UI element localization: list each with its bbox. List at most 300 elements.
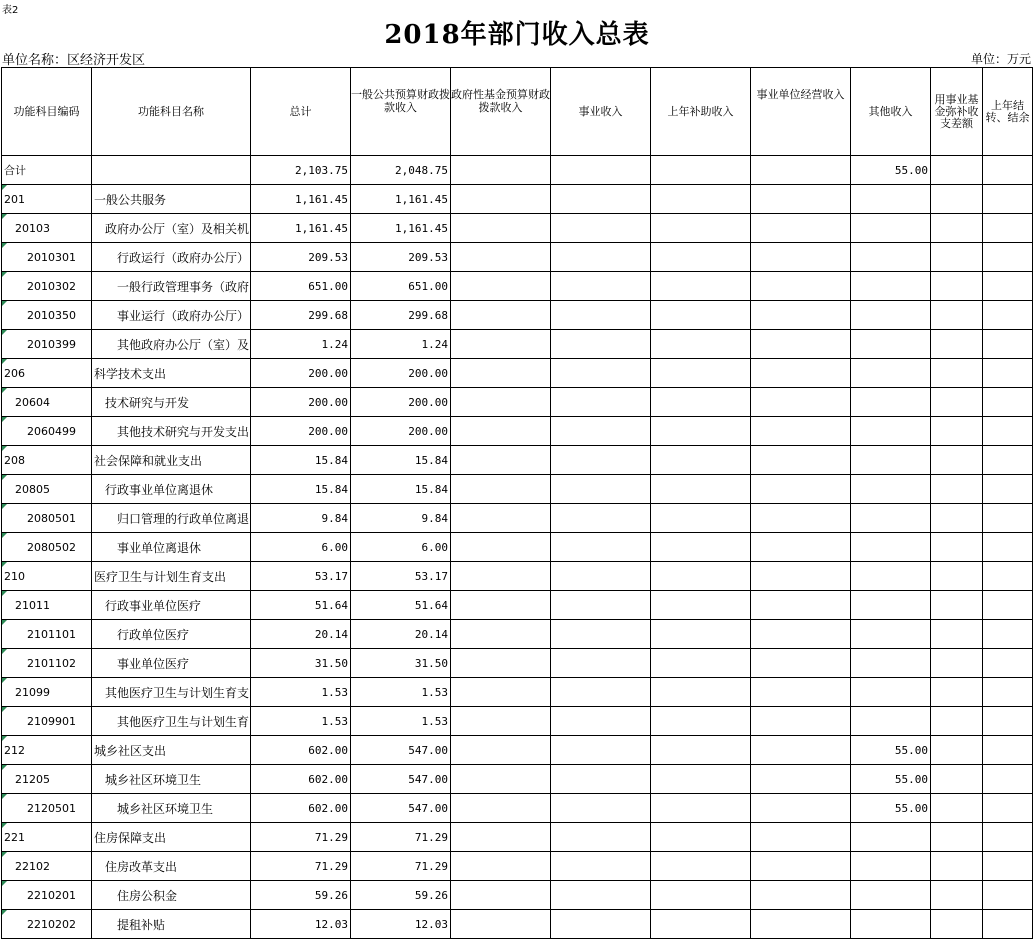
row-carryover	[983, 301, 1033, 330]
table-row	[2, 852, 1033, 881]
row-last-year-subsidy	[651, 156, 751, 185]
unit-label: 单位：万元	[970, 52, 1031, 66]
row-other-income	[851, 417, 931, 446]
row-general-budget-text: 6.00	[421, 540, 448, 554]
row-code	[2, 214, 92, 243]
table-row	[2, 475, 1033, 504]
row-total	[251, 388, 351, 417]
row-business-income	[551, 214, 651, 243]
row-carryover	[983, 185, 1033, 214]
row-code	[2, 765, 92, 794]
row-fund-budget	[451, 330, 551, 359]
row-general-budget-text: 200.00	[408, 424, 448, 438]
row-name	[92, 388, 251, 417]
row-carryover	[983, 852, 1033, 881]
row-general-budget-text: 547.00	[408, 772, 448, 786]
row-total-text: 2,103.75	[295, 163, 348, 177]
row-code-text: 20604	[15, 395, 50, 409]
row-fund-budget	[451, 765, 551, 794]
row-operating-income	[751, 620, 851, 649]
row-general-budget-text: 9.84	[421, 511, 448, 525]
row-general-budget-text: 12.03	[414, 917, 448, 931]
table-row	[2, 765, 1033, 794]
row-name-text: 提租补贴	[117, 917, 166, 932]
row-total-text: 200.00	[308, 366, 348, 380]
row-fund-balance	[931, 881, 983, 910]
row-other-income-text: 55.00	[894, 163, 928, 177]
row-name-text: 事业运行（政府办公厅）	[117, 308, 250, 323]
row-fund-balance	[931, 794, 983, 823]
row-general-budget	[351, 765, 451, 794]
row-fund-balance	[931, 185, 983, 214]
row-name-text: 住房保障支出	[94, 830, 167, 845]
row-general-budget	[351, 910, 451, 939]
row-total-text: 200.00	[308, 424, 348, 438]
row-general-budget-text: 71.29	[414, 859, 448, 873]
row-operating-income	[751, 823, 851, 852]
row-general-budget-text: 15.84	[414, 482, 448, 496]
row-code-text: 2010302	[27, 279, 76, 293]
row-operating-income	[751, 794, 851, 823]
row-fund-budget	[451, 852, 551, 881]
header-general-budget: 一般公共预算财政拨款收入	[351, 68, 451, 156]
row-fund-balance	[931, 707, 983, 736]
table-row	[2, 359, 1033, 388]
row-general-budget-text: 1.53	[421, 714, 448, 728]
row-fund-budget	[451, 562, 551, 591]
row-fund-budget	[451, 678, 551, 707]
row-other-income	[851, 446, 931, 475]
cell-marker-icon	[2, 620, 7, 625]
row-general-budget-text: 20.14	[414, 627, 448, 641]
row-total-text: 31.50	[314, 656, 348, 670]
row-business-income	[551, 359, 651, 388]
row-other-income	[851, 852, 931, 881]
row-operating-income	[751, 765, 851, 794]
row-other-income	[851, 243, 931, 272]
table-row	[2, 243, 1033, 272]
row-carryover	[983, 446, 1033, 475]
row-other-income-text: 55.00	[894, 772, 928, 786]
row-operating-income	[751, 330, 851, 359]
row-carryover	[983, 156, 1033, 185]
table-row	[2, 562, 1033, 591]
row-name	[92, 881, 251, 910]
row-operating-income	[751, 881, 851, 910]
row-name	[92, 533, 251, 562]
row-carryover	[983, 475, 1033, 504]
cell-marker-icon	[2, 852, 7, 857]
row-fund-budget	[451, 504, 551, 533]
cell-marker-icon	[2, 649, 7, 654]
row-other-income	[851, 736, 931, 765]
row-general-budget-text: 15.84	[414, 453, 448, 467]
cell-marker-icon	[2, 272, 7, 277]
row-business-income	[551, 649, 651, 678]
row-fund-budget	[451, 736, 551, 765]
row-carryover	[983, 736, 1033, 765]
row-name	[92, 591, 251, 620]
row-total	[251, 707, 351, 736]
row-carryover	[983, 620, 1033, 649]
cell-marker-icon	[2, 707, 7, 712]
row-code	[2, 446, 92, 475]
row-total-text: 20.14	[314, 627, 348, 641]
row-name	[92, 736, 251, 765]
row-carryover	[983, 214, 1033, 243]
row-fund-balance	[931, 649, 983, 678]
row-business-income	[551, 620, 651, 649]
row-name	[92, 504, 251, 533]
row-code	[2, 330, 92, 359]
row-other-income-text: 55.00	[894, 801, 928, 815]
cell-marker-icon	[2, 504, 7, 509]
table-row	[2, 794, 1033, 823]
row-total	[251, 591, 351, 620]
row-code	[2, 736, 92, 765]
row-last-year-subsidy	[651, 736, 751, 765]
row-name	[92, 359, 251, 388]
row-fund-balance	[931, 243, 983, 272]
row-total-text: 1,161.45	[295, 221, 348, 235]
row-name-text: 医疗卫生与计划生育支出	[94, 569, 227, 584]
row-last-year-subsidy	[651, 417, 751, 446]
row-fund-balance	[931, 446, 983, 475]
row-last-year-subsidy	[651, 765, 751, 794]
table-row	[2, 156, 1033, 185]
row-business-income	[551, 446, 651, 475]
row-code-text: 206	[4, 366, 25, 380]
row-code	[2, 388, 92, 417]
table-row	[2, 504, 1033, 533]
row-name	[92, 243, 251, 272]
row-total	[251, 562, 351, 591]
row-name	[92, 910, 251, 939]
row-last-year-subsidy	[651, 504, 751, 533]
row-other-income	[851, 562, 931, 591]
row-fund-balance	[931, 330, 983, 359]
row-operating-income	[751, 649, 851, 678]
row-total	[251, 272, 351, 301]
cell-marker-icon	[2, 214, 7, 219]
row-total-text: 71.29	[314, 859, 348, 873]
row-name-text: 行政事业单位离退休	[105, 482, 214, 497]
row-general-budget-text: 200.00	[408, 395, 448, 409]
row-total	[251, 852, 351, 881]
row-fund-balance	[931, 214, 983, 243]
row-other-income	[851, 156, 931, 185]
row-total-text: 602.00	[308, 801, 348, 815]
row-total	[251, 794, 351, 823]
row-general-budget-text: 1,161.45	[395, 192, 448, 206]
row-business-income	[551, 301, 651, 330]
table-row	[2, 736, 1033, 765]
row-total-text: 59.26	[314, 888, 348, 902]
table-row	[2, 272, 1033, 301]
row-code	[2, 272, 92, 301]
row-code	[2, 359, 92, 388]
row-other-income-text: 55.00	[894, 743, 928, 757]
row-name	[92, 214, 251, 243]
row-fund-balance	[931, 388, 983, 417]
row-operating-income	[751, 359, 851, 388]
row-other-income	[851, 591, 931, 620]
row-general-budget	[351, 852, 451, 881]
row-fund-budget	[451, 649, 551, 678]
row-name	[92, 678, 251, 707]
cell-marker-icon	[2, 243, 7, 248]
row-name	[92, 475, 251, 504]
row-business-income	[551, 591, 651, 620]
row-name	[92, 707, 251, 736]
row-fund-balance	[931, 301, 983, 330]
row-general-budget	[351, 359, 451, 388]
row-fund-budget	[451, 707, 551, 736]
row-total-text: 51.64	[314, 598, 348, 612]
cell-marker-icon	[2, 765, 7, 770]
row-operating-income	[751, 707, 851, 736]
row-total-text: 15.84	[314, 453, 348, 467]
row-fund-budget	[451, 417, 551, 446]
row-code-text: 221	[4, 830, 25, 844]
row-general-budget-text: 31.50	[414, 656, 448, 670]
row-total-text: 1,161.45	[295, 192, 348, 206]
row-other-income	[851, 359, 931, 388]
table-row	[2, 301, 1033, 330]
row-other-income	[851, 765, 931, 794]
row-general-budget-text: 53.17	[414, 569, 448, 583]
cell-marker-icon	[2, 881, 7, 886]
row-operating-income	[751, 591, 851, 620]
row-code-text: 2210202	[27, 917, 76, 931]
row-carryover	[983, 533, 1033, 562]
row-total	[251, 881, 351, 910]
row-carryover	[983, 707, 1033, 736]
row-last-year-subsidy	[651, 330, 751, 359]
row-last-year-subsidy	[651, 475, 751, 504]
row-operating-income	[751, 214, 851, 243]
row-operating-income	[751, 243, 851, 272]
row-last-year-subsidy	[651, 881, 751, 910]
row-fund-budget	[451, 794, 551, 823]
row-code-text: 2080501	[27, 511, 76, 525]
row-general-budget	[351, 620, 451, 649]
row-code	[2, 881, 92, 910]
row-fund-budget	[451, 823, 551, 852]
row-operating-income	[751, 910, 851, 939]
row-fund-balance	[931, 736, 983, 765]
header-business-income: 事业收入	[551, 68, 651, 156]
row-total	[251, 504, 351, 533]
row-fund-budget	[451, 359, 551, 388]
row-code-text: 2120501	[27, 801, 76, 815]
cell-marker-icon	[2, 359, 7, 364]
cell-marker-icon	[2, 794, 7, 799]
row-fund-budget	[451, 185, 551, 214]
row-last-year-subsidy	[651, 910, 751, 939]
row-fund-budget	[451, 243, 551, 272]
row-code-text: 2010350	[27, 308, 76, 322]
cell-marker-icon	[2, 330, 7, 335]
row-business-income	[551, 852, 651, 881]
row-name	[92, 823, 251, 852]
cell-marker-icon	[2, 823, 7, 828]
header-carryover: 上年结转、结余	[983, 68, 1033, 156]
row-carryover	[983, 417, 1033, 446]
row-fund-budget	[451, 272, 551, 301]
row-carryover	[983, 678, 1033, 707]
row-other-income	[851, 881, 931, 910]
row-code-text: 201	[4, 192, 25, 206]
row-carryover	[983, 388, 1033, 417]
row-fund-balance	[931, 475, 983, 504]
row-general-budget	[351, 504, 451, 533]
row-code	[2, 301, 92, 330]
row-last-year-subsidy	[651, 388, 751, 417]
row-business-income	[551, 272, 651, 301]
row-total	[251, 765, 351, 794]
row-fund-balance	[931, 765, 983, 794]
row-business-income	[551, 156, 651, 185]
row-total	[251, 533, 351, 562]
table-row	[2, 823, 1033, 852]
row-total-text: 602.00	[308, 743, 348, 757]
row-code-text: 2101101	[27, 627, 76, 641]
row-carryover	[983, 330, 1033, 359]
cell-marker-icon	[2, 591, 7, 596]
row-total-text: 1.24	[321, 337, 348, 351]
row-total	[251, 359, 351, 388]
row-code	[2, 707, 92, 736]
row-code-text: 21205	[15, 772, 50, 786]
row-business-income	[551, 533, 651, 562]
row-code-text: 210	[4, 569, 25, 583]
header-code: 功能科目编码	[2, 68, 92, 156]
row-carryover	[983, 504, 1033, 533]
row-general-budget	[351, 185, 451, 214]
row-business-income	[551, 243, 651, 272]
row-code-text: 2101102	[27, 656, 76, 670]
header-fund-balance: 用事业基金弥补收支差额	[931, 68, 983, 156]
row-business-income	[551, 504, 651, 533]
row-business-income	[551, 707, 651, 736]
row-code	[2, 504, 92, 533]
cell-marker-icon	[2, 562, 7, 567]
row-business-income	[551, 823, 651, 852]
row-total	[251, 910, 351, 939]
row-name-text: 行政单位医疗	[117, 627, 190, 642]
row-fund-budget	[451, 620, 551, 649]
row-business-income	[551, 562, 651, 591]
row-total	[251, 446, 351, 475]
cell-marker-icon	[2, 533, 7, 538]
row-operating-income	[751, 272, 851, 301]
row-last-year-subsidy	[651, 794, 751, 823]
row-name-text: 其他医疗卫生与计划生育	[117, 714, 250, 729]
row-name-text: 行政事业单位医疗	[105, 598, 202, 613]
row-general-budget	[351, 417, 451, 446]
row-fund-budget	[451, 910, 551, 939]
row-operating-income	[751, 678, 851, 707]
row-code-text: 2010301	[27, 250, 76, 264]
row-name-text: 归口管理的行政单位离退	[117, 511, 250, 526]
row-other-income	[851, 301, 931, 330]
row-code-text: 21011	[15, 598, 50, 612]
row-last-year-subsidy	[651, 823, 751, 852]
row-name	[92, 301, 251, 330]
row-name-text: 其他医疗卫生与计划生育支	[105, 685, 250, 700]
row-code	[2, 185, 92, 214]
row-general-budget	[351, 881, 451, 910]
row-last-year-subsidy	[651, 243, 751, 272]
row-total-text: 1.53	[321, 714, 348, 728]
row-fund-balance	[931, 417, 983, 446]
row-code	[2, 794, 92, 823]
row-name-text: 行政运行（政府办公厅）	[117, 250, 250, 265]
row-code-text: 20103	[15, 221, 50, 235]
row-code-text: 2060499	[27, 424, 76, 438]
row-code-text: 21099	[15, 685, 50, 699]
row-last-year-subsidy	[651, 359, 751, 388]
row-other-income	[851, 185, 931, 214]
row-operating-income	[751, 504, 851, 533]
row-fund-balance	[931, 359, 983, 388]
header-name: 功能科目名称	[92, 68, 251, 156]
row-general-budget	[351, 388, 451, 417]
row-code	[2, 533, 92, 562]
row-fund-balance	[931, 910, 983, 939]
table-row	[2, 678, 1033, 707]
cell-marker-icon	[2, 446, 7, 451]
row-other-income	[851, 794, 931, 823]
row-total	[251, 417, 351, 446]
row-business-income	[551, 330, 651, 359]
row-other-income	[851, 504, 931, 533]
row-code	[2, 591, 92, 620]
cell-marker-icon	[2, 475, 7, 480]
row-other-income	[851, 678, 931, 707]
row-fund-budget	[451, 446, 551, 475]
row-business-income	[551, 794, 651, 823]
page-title: 2018年部门收入总表	[384, 20, 650, 50]
row-other-income	[851, 388, 931, 417]
table-row	[2, 214, 1033, 243]
row-carryover	[983, 272, 1033, 301]
row-code	[2, 620, 92, 649]
row-fund-balance	[931, 562, 983, 591]
row-name	[92, 330, 251, 359]
row-fund-balance	[931, 591, 983, 620]
row-last-year-subsidy	[651, 301, 751, 330]
row-carryover	[983, 359, 1033, 388]
table-row	[2, 881, 1033, 910]
row-total-text: 209.53	[308, 250, 348, 264]
row-name-text: 科学技术支出	[94, 366, 167, 381]
row-general-budget	[351, 214, 451, 243]
row-last-year-subsidy	[651, 678, 751, 707]
row-general-budget-text: 51.64	[414, 598, 448, 612]
row-code-text: 2109901	[27, 714, 76, 728]
row-operating-income	[751, 156, 851, 185]
row-general-budget-text: 209.53	[408, 250, 448, 264]
row-fund-budget	[451, 301, 551, 330]
row-name	[92, 649, 251, 678]
row-operating-income	[751, 852, 851, 881]
header-other-income: 其他收入	[851, 68, 931, 156]
row-code-text: 2210201	[27, 888, 76, 902]
row-code-text: 208	[4, 453, 25, 467]
row-fund-balance	[931, 678, 983, 707]
